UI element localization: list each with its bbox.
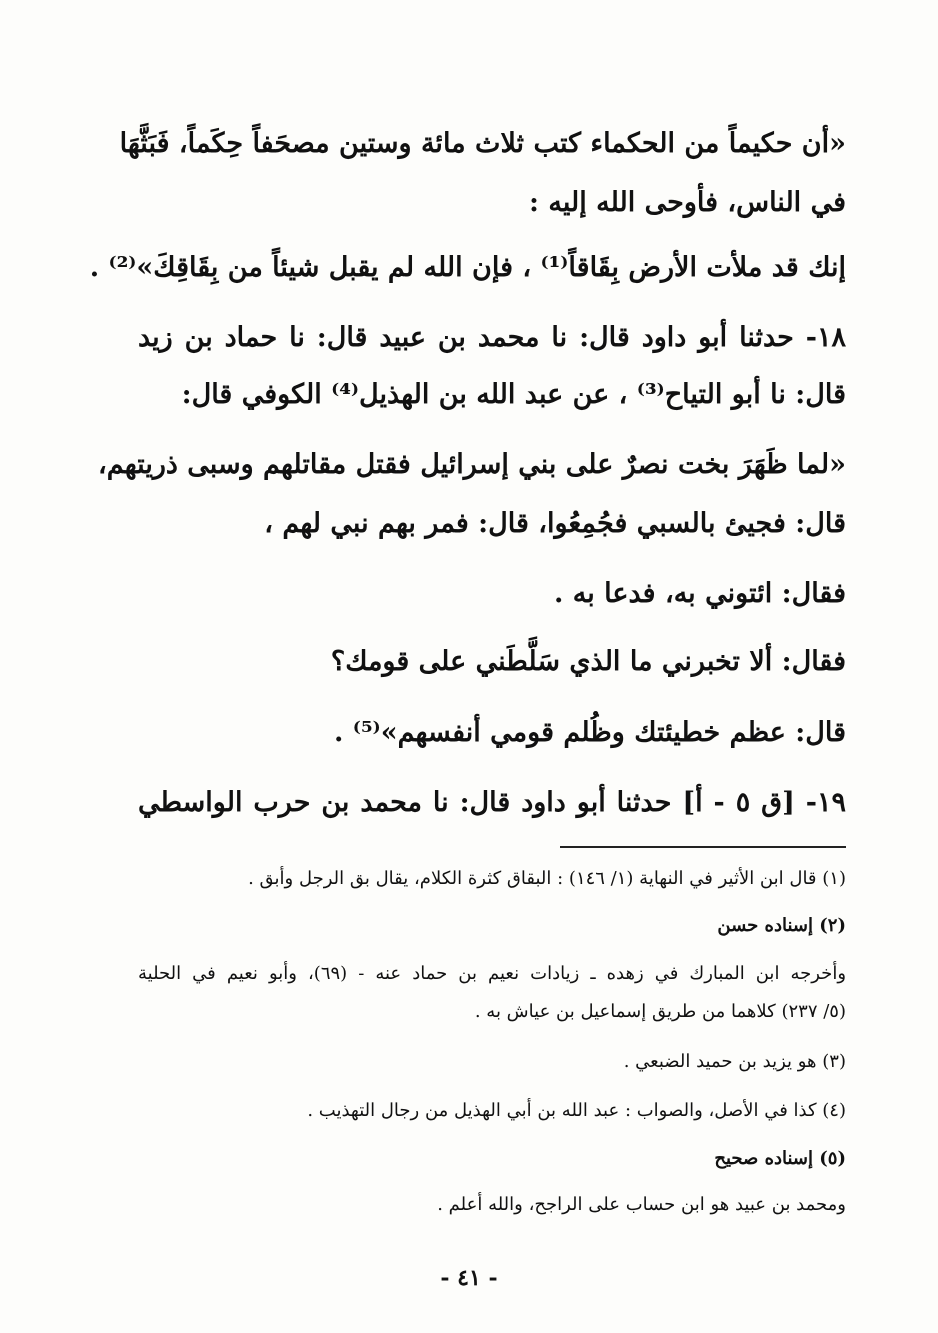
body-line-11: ١٩- [ق ٥ - أ] حدثنا أبو داود قال: نا محمد بن حرب الواسطي [138,787,847,818]
footnote-5-heading: (٥) إسناده صحيح [714,1148,846,1169]
body-line-1: «أن حكيماً من الحكماء كتب ثلاث مائة وستين مصحَفاً حِكَماً، فَبَثَّهَا [119,128,846,159]
body-line-6: «لما ظَهَرَ بخت نصرٌ على بني إسرائيل فقتل مقاتلهم وسبى ذريتهم، [98,449,846,480]
footnote-4: (٤) كذا في الأصل، والصواب : عبد الله بن أبي الهذيل من رجال التهذيب . [307,1100,846,1121]
footnote-1: (١) قال ابن الأثير في النهاية (١/ ١٤٦) : البقاق كثرة الكلام، يقال بق الرجل وأبق . [248,868,846,889]
footnote-5-text: ومحمد بن عبيد هو ابن حساب على الراجح، والله أعلم . [437,1194,846,1215]
body-line-9: فقال: ألا تخبرني ما الذي سَلَّطَني على قومك؟ [330,646,846,677]
footnote-2-line-2: (٥/ ٢٣٧) كلاهما من طريق إسماعيل بن عياش به . [474,1001,846,1022]
body-line-2: في الناس، فأوحى الله إليه : [528,187,846,218]
page-number: - ٤١ - [440,1265,498,1291]
footnote-3: (٣) هو يزيد بن حميد الضبعي . [623,1051,846,1072]
body-line-4: ١٨- حدثنا أبو داود قال: نا محمد بن عبيد قال: نا حماد بن زيد [138,322,846,353]
body-line-8: فقال: ائتوني به، فدعا به . [553,578,846,609]
footnote-2-heading: (٢) إسناده حسن [717,915,846,936]
body-line-3: إنك قد ملأت الأرض بِقَاقاً⁽¹⁾ ، فإن الله لم يقبل شيئاً من بِقَاقِكَ»⁽²⁾ . [89,252,846,283]
footnote-2-line-1: وأخرجه ابن المبارك في زهده ـ زيادات نعيم بن حماد عنه - (٦٩)، وأبو نعيم في الحلية [138,963,847,984]
body-line-7: قال: فجيئ بالسبي فجُمِعُوا، قال: فمر بهم نبي لهم ، [264,508,846,539]
footnote-divider [560,846,846,848]
body-line-5: قال: نا أبو التياح⁽³⁾ ، عن عبد الله بن الهذيل⁽⁴⁾ الكوفي قال: [181,379,846,410]
body-line-10: قال: عظم خطيئتك وظُلم قومي أنفسهم»⁽⁵⁾ . [333,717,846,748]
